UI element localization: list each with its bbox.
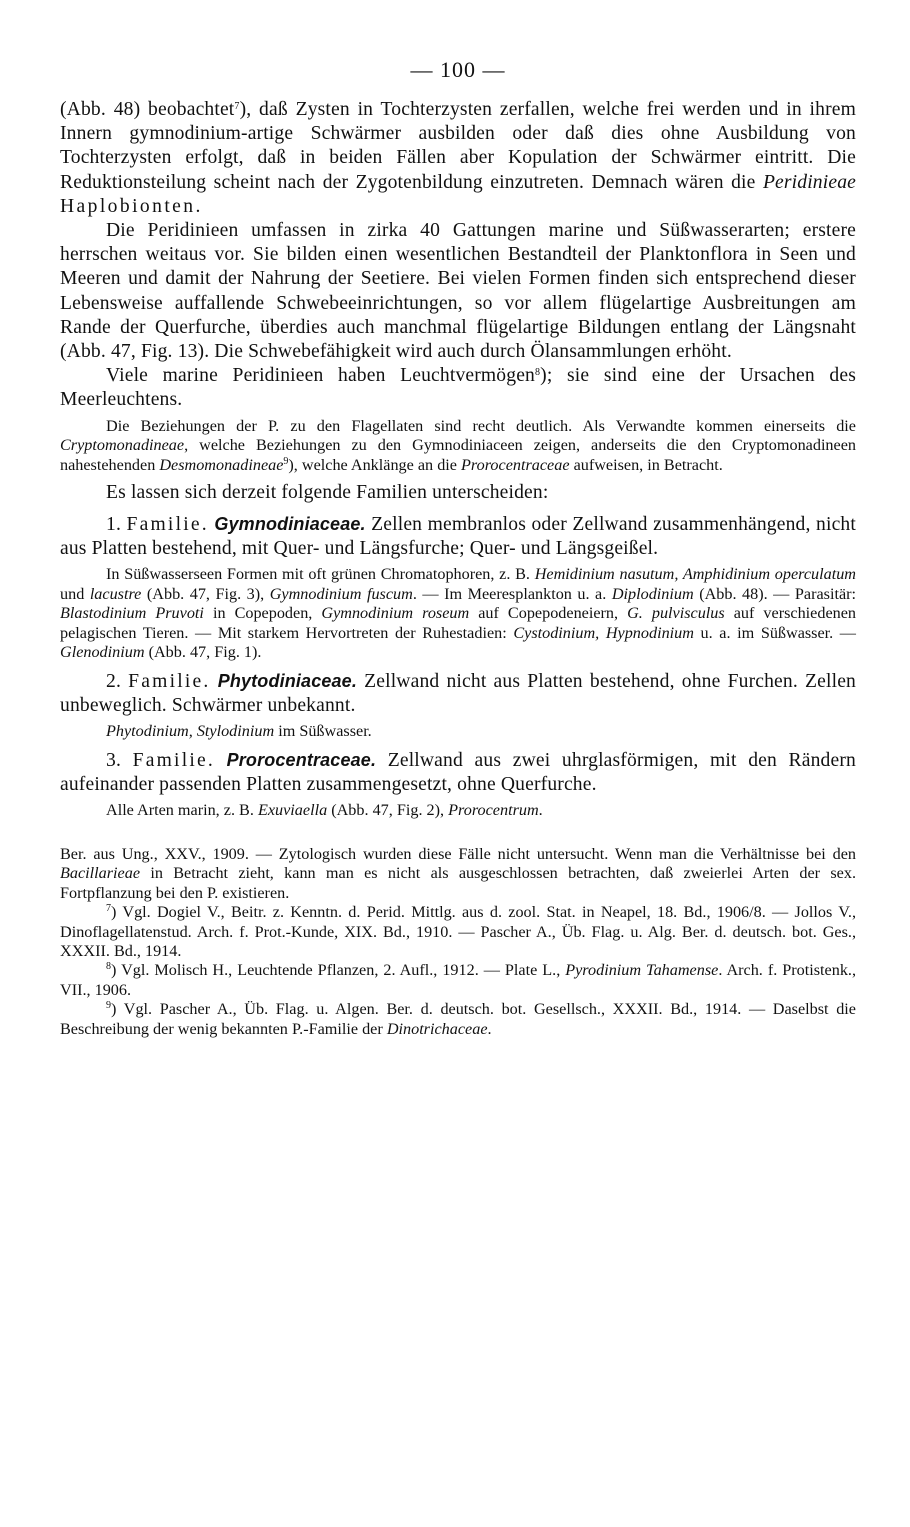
page-number: — 100 — [410,57,506,82]
family-name: Gymnodiniaceae. [214,513,366,534]
footnote-ref-7[interactable]: 7 [234,101,240,112]
paragraph-peridinieae-overview: Die Peridinieen umfassen in zirka 40 Gattungen marine und Süßwasserarten; erstere herrschen weitaus vor. Sie bilden einen wesentlichen Bestandteil der Planktonflora in Seen und Meeren und damit der Nahrung der Seetiere. Bei vielen Formen finden sich entsprechend dieser Lebensweise auffallende Schwebeeinrichtungen, so vor allem flügelartige Ausbreitungen am Rande der Querfurche, überdies auch manchmal flügelartige Bildungen entlang der Längsnaht (Abb. 47, Fig. 13). Die Schwebefähigkeit wird auch durch Ölansammlungen erhöht. [60,220,856,363]
paragraph-zygote: (Abb. 48) beobachtet$^7$), daß Zysten in Tochterzysten zerfallen, welche frei werden und in ihrem Innern gymnodinium-artige Schwärmer ausbilden oder daß dies ohne Ausbildung von Tochterzysten erfolgt, daß in beiden Fällen aber Kopulation der Schwärmer eintritt. Die Reduktionsteilung scheint nach der Zygotenbildung einzutreten. Demnach wären die Peridinieae Haplobionten. [60,99,856,217]
note-gymnodiniaceae: In Süßwasserseen Formen mit oft grünen Chromatophoren, z. B. Hemidinium nasutum, Amphidinium operculatum und lacustre (Abb. 47, Fig. 3), Gymnodinium fuscum. — Im Meeresplankton u. a. Diplodinium (Abb. 48). — Parasitär: Blastodinium Pruvoti in Copepoden, Gymnodinium roseum auf Copepodeneiern, G. pulvisculus auf verschiedenen pelagischen Tieren. — Mit starkem Hervortreten der Ruhestadien: Cystodinium, Hypnodinium u. a. im Süßwasser. — Glenodinium (Abb. 47, Fig. 1). [60,565,857,662]
footnotes [60,845,856,1039]
footnote-8: $^8$) Vgl. Molisch H., Leuchtende Pflanzen, 2. Aufl., 1912. — Plate L., Pyrodinium Tahamense. Arch. f. Protistenk., VII., 1906. [60,961,857,999]
paragraph-bioluminescence: Viele marine Peridinieen haben Leuchtvermögen$^8$); sie sind eine der Ursachen des Meerleuchtens. [60,365,856,411]
footnote-6-continued: Ber. aus Ung., XXV., 1909. — Zytologisch wurden diese Fälle nicht untersucht. Wenn man die Verhältnisse bei den Bacillarieae in Betracht zieht, kann man es nicht als ausgeschlossen betrachten, daß zweierlei Arten der sex. Fortpflanzung bei den P. existieren. [60,845,856,902]
note-prorocentraceae: Alle Arten marin, z. B. Exuviaella (Abb. 47, Fig. 2), Prorocentrum. [106,801,543,820]
book-page [60,58,856,1039]
footnote-7: $^7$) Vgl. Dogiel V., Beitr. z. Kenntn. d. Perid. Mittlg. aus d. zool. Stat. in Neapel, 18. Bd., 1906/8. — Jollos V., Dinoflagellatenstud. Arch. f. Prot.-Kunde, XIX. Bd., 1910. — Pascher A., Üb. Flag. u. Alg. Ber. d. deutsch. bot. Ges., XXXII. Bd., 1914. [60,903,856,961]
footnote-ref-9[interactable]: 9 [283,455,289,467]
footnote-ref-8[interactable]: 8 [535,367,541,379]
note-phytodiniaceae: Phytodinium, Stylodinium im Süßwasser. [106,722,372,741]
family-prorocentraceae: 3. Familie. Prorocentraceae. Zellwand aus zwei uhrglasförmigen, mit den Rändern aufeinander passenden Platten zusammengesetzt, ohne Querfurche. [60,750,856,796]
footnote-9: $^9$) Vgl. Pascher A., Üb. Flag. u. Algen. Ber. d. deutsch. bot. Gesellsch., XXXII. Bd., 1914. — Daselbst die Beschreibung der wenig bekannten P.-Familie der Dinotrichaceae. [60,1000,856,1038]
family-phytodiniaceae: 2. Familie. Phytodiniaceae. Zellwand nicht aus Platten bestehend, ohne Furchen. Zellen unbeweglich. Schwärmer unbekannt. [60,671,856,717]
family-name: Phytodiniaceae. [217,671,357,691]
family-gymnodiniaceae: 1. Familie. Gymnodiniaceae. Zellen membranlos oder Zellwand zusammenhängend, nicht aus Platten bestehend, mit Quer- und Längsfurche; Quer- und Längsgeißel. [60,513,856,559]
paragraph-families-intro: Es lassen sich derzeit folgende Familien unterscheiden: [106,482,549,504]
family-name: Prorocentraceae. [226,750,377,770]
note-relationships: Die Beziehungen der P. zu den Flagellaten sind recht deutlich. Als Verwandte kommen einerseits die Cryptomonadineae, welche Beziehungen zu den Gymnodiniaceen zeigen, anderseits die den Cryptomonadineen nahestehenden Desmomonadineae$^9$), welche Anklänge an die Prorocentraceae aufweisen, in Betracht. [60,416,856,474]
